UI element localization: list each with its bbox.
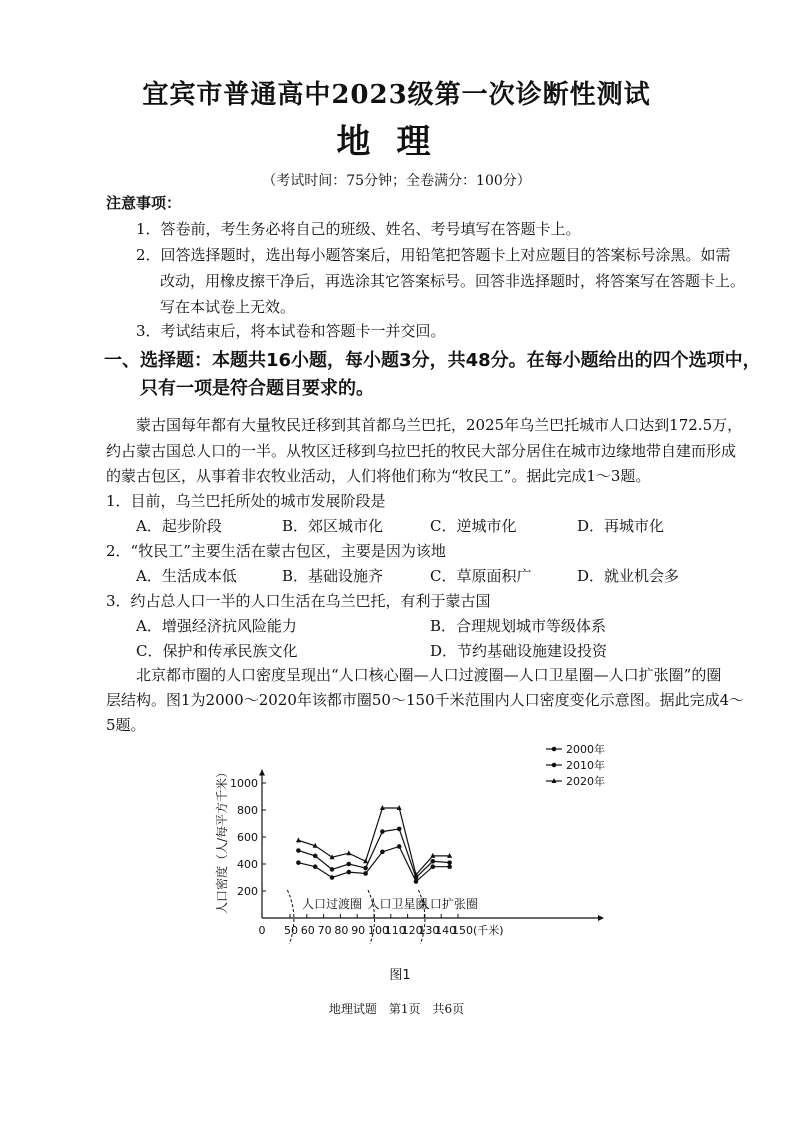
option: D．再城市化	[577, 517, 665, 535]
passage-line: 北京都市圈的人口密度呈现出“人口核心圈—人口过渡圈—人口卫星圈—人口扩张圈”的圈	[136, 666, 722, 684]
y-tick-label: 400	[237, 858, 258, 871]
zone-label: 人口扩张圈	[417, 897, 478, 911]
option: A．生活成本低	[136, 567, 237, 585]
figure-caption: 图1	[389, 968, 411, 983]
passage-line: 的蒙古包区，从事着非农牧业活动，人们将他们称为“牧民工”。据此完成1～3题。	[106, 467, 651, 485]
passage-line: 约占蒙古国总人口的一半。从牧区迁移到乌拉巴托的牧民大部分居住在城市边缘地带自建而形成	[106, 442, 737, 460]
x-tick-label: 70	[317, 924, 332, 937]
y-axis-arrow	[259, 770, 265, 776]
x-tick-label: 80	[334, 924, 349, 937]
data-point	[380, 850, 385, 855]
x-tick-label: 100	[368, 924, 389, 937]
data-point	[397, 844, 402, 849]
x-tick-label: 140	[435, 924, 457, 937]
data-point	[347, 862, 352, 867]
option: C．保护和传承民族文化	[136, 642, 298, 660]
data-point	[431, 864, 436, 869]
option: B．郊区城市化	[282, 517, 384, 535]
option: A．增强经济抗风险能力	[136, 617, 297, 635]
section-heading-cont: 只有一项是符合题目要求的。	[140, 378, 374, 399]
data-point	[414, 879, 419, 884]
notice-item: 2．回答选择题时，选出每小题答案后，用铅笔把答题卡上对应题目的答案标号涂黑。如需	[136, 246, 731, 264]
data-point	[431, 859, 436, 864]
data-point	[447, 860, 452, 865]
subject-title: 地理	[336, 122, 457, 162]
passage-line: 层结构。图1为2000～2020年该都市圈50～150千米范围内人口密度变化示意图。据此完成4～	[106, 691, 745, 709]
data-point	[363, 871, 368, 876]
series-line-2020年	[298, 808, 449, 875]
x-tick-label: 60	[300, 924, 315, 937]
legend-marker	[552, 763, 557, 768]
data-point	[313, 864, 318, 869]
option: C．草原面积广	[430, 567, 532, 585]
option: C．逆城市化	[430, 517, 517, 535]
series-line-2000年	[298, 846, 449, 881]
data-point	[380, 829, 385, 834]
option: A．起步阶段	[136, 517, 222, 535]
legend-label: 2010年	[566, 759, 605, 772]
section-heading: 一、选择题：本题共16小题，每小题3分，共48分。在每小题给出的四个选项中，	[104, 350, 761, 371]
y-axis-label: 人口密度（人/每平方千米）	[215, 765, 229, 914]
data-point	[296, 837, 301, 842]
x-tick-label: 110	[384, 924, 406, 937]
question-stem: 3．约占总人口一半的人口生活在乌兰巴托，有利于蒙古国	[106, 592, 491, 610]
data-point	[296, 848, 301, 853]
zone-label: 人口卫星圈	[367, 897, 428, 911]
zone-label: 人口过渡圈	[301, 897, 363, 911]
question-stem: 1．目前，乌兰巴托所处的城市发展阶段是	[106, 492, 386, 510]
x-axis-arrow	[598, 915, 604, 921]
y-tick-label: 800	[237, 804, 258, 817]
notice-item: 改动，用橡皮擦干净后，再选涂其它答案标号。回答非选择题时，将答案写在答题卡上。	[160, 272, 746, 290]
x-tick-label: 0	[258, 924, 266, 937]
data-point	[296, 860, 301, 865]
population-density-chart	[200, 735, 640, 990]
passage-line: 蒙古国每年都有大量牧民迁移到其首都乌兰巴托，2025年乌兰巴托城市人口达到172.5万，	[136, 416, 743, 434]
x-tick-label: 150(千米)	[452, 924, 504, 937]
option: B．合理规划城市等级体系	[430, 617, 607, 635]
data-point	[347, 870, 352, 875]
notice-heading: 注意事项：	[106, 194, 182, 212]
legend-label: 2020年	[566, 775, 605, 788]
legend-marker	[552, 747, 557, 752]
question-stem: 2．“牧民工”主要生活在蒙古包区，主要是因为该地	[106, 542, 446, 560]
x-tick-label: 120	[401, 924, 423, 937]
x-tick-label: 90	[351, 924, 366, 937]
data-point	[330, 867, 335, 872]
x-tick-label: 130	[418, 924, 440, 937]
option: D．就业机会多	[577, 567, 680, 585]
notice-item: 3．考试结束后，将本试卷和答题卡一并交回。	[136, 322, 446, 340]
y-tick-label: 600	[237, 831, 258, 844]
page-footer: 地理试题 第1页 共6页	[328, 1002, 465, 1016]
data-point	[330, 875, 335, 880]
passage-line: 5题。	[106, 716, 146, 734]
y-tick-label: 1000	[230, 777, 258, 790]
y-tick-label: 200	[237, 885, 258, 898]
data-point	[397, 827, 402, 832]
data-point	[447, 864, 452, 869]
exam-title: 宜宾市普通高中2023级第一次诊断性测试	[142, 80, 651, 110]
x-tick-label: 50	[284, 924, 298, 937]
data-point	[313, 854, 318, 859]
notice-item: 1．答卷前，考生务必将自己的班级、姓名、考号填写在答题卡上。	[136, 220, 581, 238]
data-point	[363, 866, 368, 871]
option: D．节约基础设施建设投资	[430, 642, 608, 660]
legend-label: 2000年	[566, 743, 605, 756]
notice-item: 写在本试卷上无效。	[160, 298, 296, 316]
data-point	[346, 850, 351, 855]
option: B．基础设施齐	[282, 567, 384, 585]
exam-info: （考试时间：75分钟；全卷满分：100分）	[262, 173, 531, 189]
